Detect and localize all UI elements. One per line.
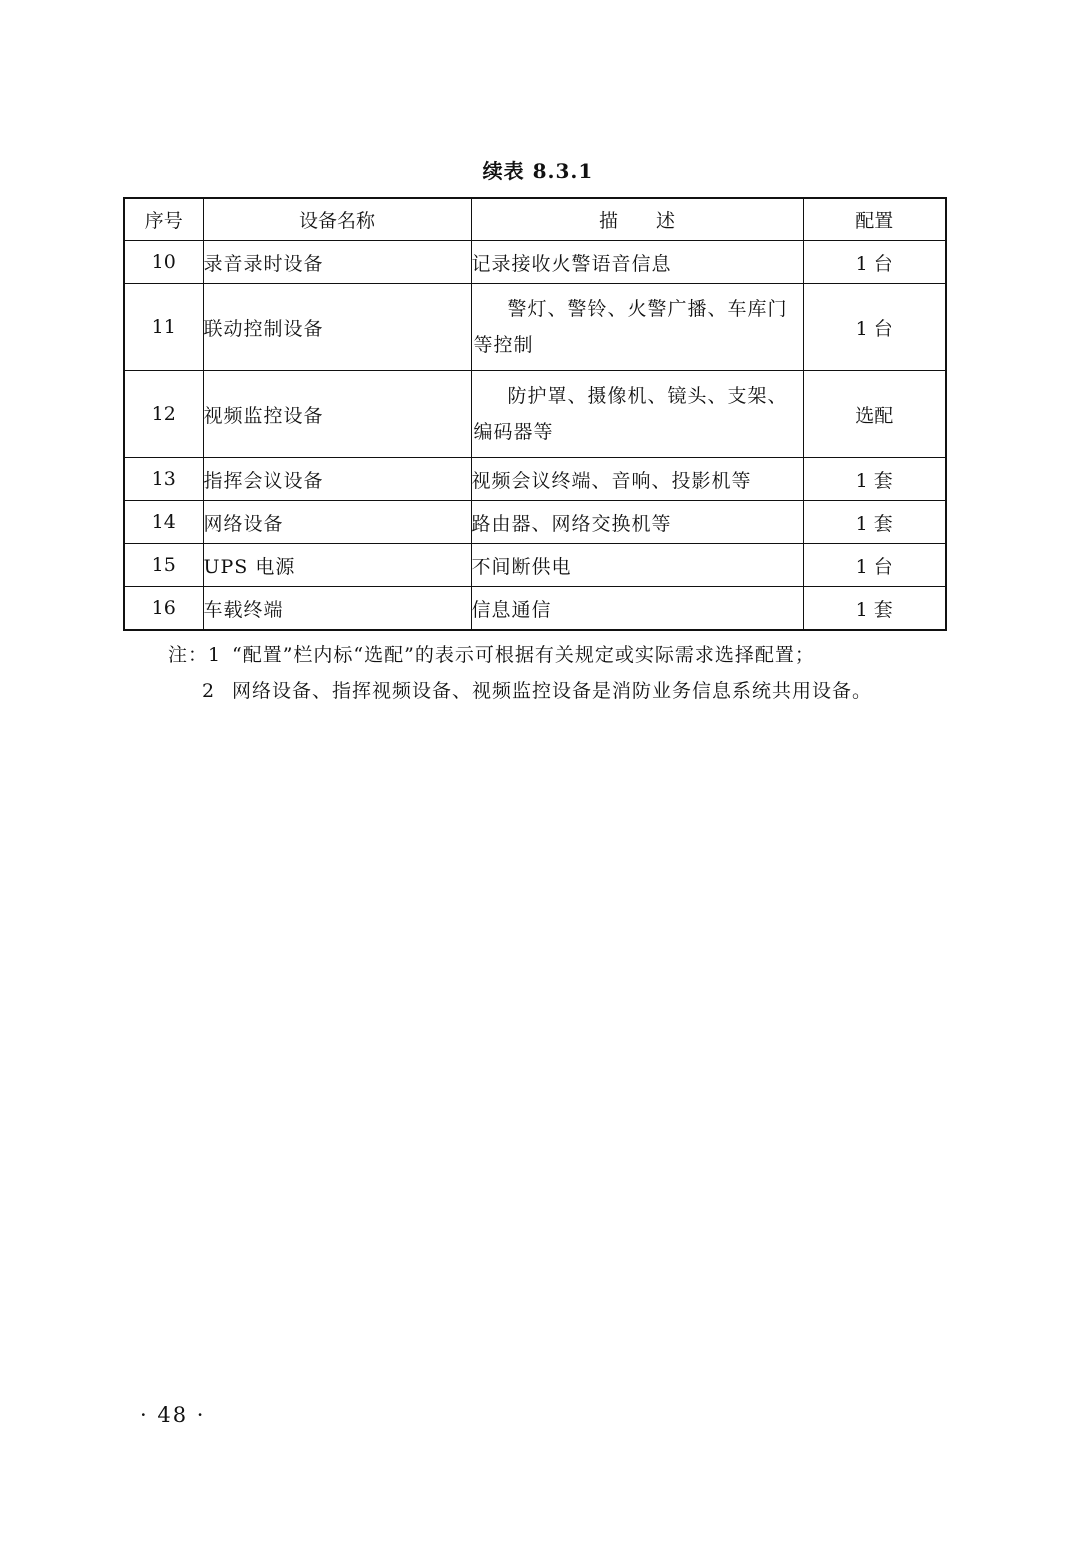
table-row — [124, 284, 946, 371]
note-label: 注：1 — [168, 644, 222, 666]
row-description: 视频会议终端、音响、投影机等 — [471, 458, 803, 501]
row-device-name: 网络设备 — [203, 501, 471, 544]
row-configuration: 1 套 — [803, 458, 946, 501]
row-configuration: 1 台 — [803, 241, 946, 284]
header-description: 描 述 — [471, 198, 803, 241]
row-configuration: 1 套 — [803, 501, 946, 544]
row-description: 路由器、网络交换机等 — [471, 501, 803, 544]
row-description — [471, 284, 803, 371]
note-2 — [168, 678, 872, 714]
header-configuration: 配置 — [803, 198, 946, 241]
row-configuration: 1 台 — [803, 544, 946, 587]
row-device-name: UPS 电源 — [203, 544, 471, 587]
table-caption: 续表 8.3.1 — [482, 159, 594, 183]
table-row — [124, 458, 946, 501]
table-header-row — [124, 198, 946, 241]
row-description: 信息通信 — [471, 587, 803, 631]
table-row — [124, 241, 946, 284]
note-number: 2 — [202, 680, 216, 702]
row-description: 记录接收火警语音信息 — [471, 241, 803, 284]
equipment-table — [123, 197, 947, 631]
table-notes — [168, 642, 872, 714]
row-description-line2: 等控制 — [473, 334, 534, 356]
row-device-name: 视频监控设备 — [203, 371, 471, 458]
row-configuration: 选配 — [803, 371, 946, 458]
row-device-name: 录音录时设备 — [203, 241, 471, 284]
row-device-name: 指挥会议设备 — [203, 458, 471, 501]
note-1 — [168, 642, 872, 678]
header-device-name: 设备名称 — [203, 198, 471, 241]
table-row — [124, 544, 946, 587]
row-device-name: 联动控制设备 — [203, 284, 471, 371]
row-description — [471, 371, 803, 458]
row-configuration: 1 台 — [803, 284, 946, 371]
page-number: · 48 · — [140, 1403, 206, 1427]
row-description-line1: 防护罩、摄像机、镜头、支架、 — [507, 385, 788, 407]
row-serial: 14 — [124, 501, 203, 544]
row-serial: 15 — [124, 544, 203, 587]
header-serial: 序号 — [124, 198, 203, 241]
row-serial: 11 — [124, 284, 203, 371]
note-text: 网络设备、指挥视频设备、视频监控设备是消防业务信息系统共用设备。 — [232, 680, 873, 702]
table-row — [124, 587, 946, 631]
table-row — [124, 501, 946, 544]
row-serial: 12 — [124, 371, 203, 458]
row-serial: 13 — [124, 458, 203, 501]
row-configuration: 1 套 — [803, 587, 946, 631]
note-text: “配置”栏内标“选配”的表示可根据有关规定或实际需求选择配置； — [232, 644, 815, 666]
table-row — [124, 371, 946, 458]
row-description-line1: 警灯、警铃、火警广播、车库门 — [507, 298, 788, 320]
row-description-line2: 编码器等 — [473, 421, 554, 443]
row-description: 不间断供电 — [471, 544, 803, 587]
row-device-name: 车载终端 — [203, 587, 471, 631]
row-serial: 10 — [124, 241, 203, 284]
row-serial: 16 — [124, 587, 203, 631]
